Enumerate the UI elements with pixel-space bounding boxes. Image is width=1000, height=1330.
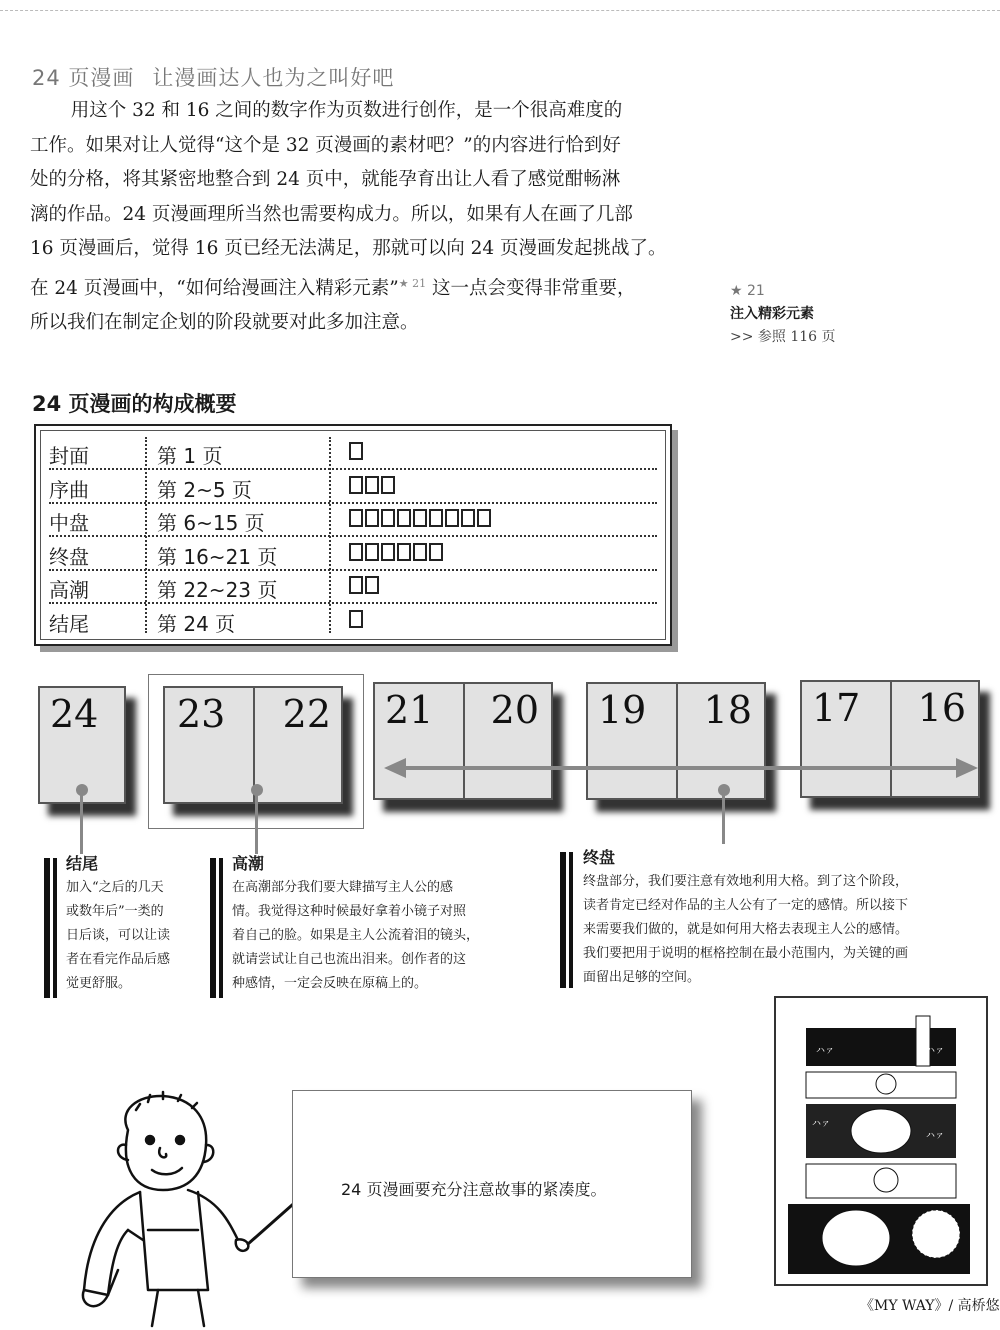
page-box xyxy=(477,509,491,527)
table-cell-pages: 第 1 页 xyxy=(157,444,223,468)
svg-text:ハァ: ハァ xyxy=(926,1131,945,1141)
table-row xyxy=(49,605,657,638)
page-19-18 xyxy=(586,682,766,800)
page-box xyxy=(413,543,427,561)
table-cell-pages: 第 24 页 xyxy=(157,611,236,636)
page-count-boxes xyxy=(349,576,381,598)
sidenote xyxy=(730,280,836,349)
table-row xyxy=(49,538,657,571)
credit-line: 《MY WAY》/ 高桥悠 xyxy=(860,1298,1000,1314)
section-title-main: 24 页漫画 xyxy=(32,66,135,90)
climax-caption-bar xyxy=(210,858,219,998)
body-text xyxy=(30,94,690,341)
table-cell-part: 封面 xyxy=(49,444,89,468)
spread-gutter xyxy=(676,684,678,798)
section-title-sub: 让漫画达人也为之叫好吧 xyxy=(152,66,395,90)
page-box xyxy=(461,509,475,527)
mascot-illustration xyxy=(48,1090,308,1330)
final-caption-line-2: 读者肯定已经对作品的主人公有了一定的感情。所以接下 xyxy=(583,898,909,913)
page-box xyxy=(349,476,363,494)
page-box xyxy=(365,509,379,527)
ending-caption-bar xyxy=(44,858,53,998)
page-box xyxy=(429,543,443,561)
page-box xyxy=(365,476,379,494)
climax-caption-title: 高潮 xyxy=(232,854,265,873)
page-count-boxes xyxy=(349,509,493,531)
body-line-2: 工作。如果对让人觉得“这个是 32 页漫画的素材吧？”的内容进行恰到好 xyxy=(30,134,621,156)
sidenote-number: ★ 21 xyxy=(730,283,765,299)
table-cell-pages: 第 16~21 页 xyxy=(157,544,278,569)
page-number-18: 18 xyxy=(703,688,752,732)
body-line-6 xyxy=(30,267,690,307)
page-box xyxy=(365,543,379,561)
ending-caption-line-5: 觉更舒服。 xyxy=(66,976,132,991)
final-caption xyxy=(583,846,983,990)
page-box xyxy=(381,509,395,527)
page-count-boxes xyxy=(349,442,365,464)
page-box xyxy=(397,509,411,527)
page-box xyxy=(349,543,363,561)
page-number-21: 21 xyxy=(385,688,434,732)
spread-gutter xyxy=(890,682,892,796)
ending-caption-line-1: 加入“之后的几天 xyxy=(66,880,164,895)
ending-caption xyxy=(66,852,206,996)
ending-caption-line-3: 日后谈，可以让读 xyxy=(66,928,171,943)
footnote-mark[interactable]: ★ 21 xyxy=(398,276,427,290)
climax-caption-line-3: 着自己的脸。如果是主人公流着泪的镜头， xyxy=(232,928,480,943)
table-row xyxy=(49,571,657,604)
page-box xyxy=(445,509,459,527)
final-caption-line-3: 来需要我们做的，就是如何用大格去表现主人公的感情。 xyxy=(583,922,909,937)
body-line-7: 所以我们在制定企划的阶段就要对此多加注意。 xyxy=(30,312,419,334)
climax-caption-line-5: 种感情，一定会反映在原稿上的。 xyxy=(232,976,428,991)
table-cell-pages: 第 22~23 页 xyxy=(157,578,278,602)
page-number-17: 17 xyxy=(812,686,861,730)
ending-caption-line-2: 或数年后”一类的 xyxy=(66,904,164,919)
sidenote-title: 注入精彩元素 xyxy=(730,306,814,322)
body-line-3: 处的分格，将其紧密地整合到 24 页中，就能孕育出让人看了感觉酣畅淋 xyxy=(30,169,621,190)
climax-caption xyxy=(232,852,522,996)
body-line-6-a: 在 24 页漫画中，“如何给漫画注入精彩元素” xyxy=(30,277,399,299)
page-box xyxy=(349,442,363,460)
page-number-24: 24 xyxy=(50,692,99,736)
page-box xyxy=(349,610,363,628)
final-pointer-line xyxy=(722,794,725,844)
table-cell-pages: 第 2~5 页 xyxy=(157,477,252,502)
svg-text:ハァ: ハァ xyxy=(812,1119,831,1129)
climax-caption-line-4: 就请尝试让自己也流出泪来。创作者的这 xyxy=(232,952,467,967)
table-cell-part: 序曲 xyxy=(49,477,89,502)
body-line-5: 16 页漫画后，觉得 16 页已经无法满足，那就可以向 24 页漫画发起挑战了。 xyxy=(30,238,667,259)
table-row xyxy=(49,471,657,504)
final-caption-title: 终盘 xyxy=(583,848,616,867)
page-box xyxy=(349,509,363,527)
table-cell-part: 中盘 xyxy=(49,511,89,535)
svg-text:ハァ: ハァ xyxy=(816,1046,835,1056)
table-title: 24 页漫画的构成概要 xyxy=(32,392,237,416)
body-line-1: 用这个 32 和 16 之间的数字作为页数进行创作，是一个很高难度的 xyxy=(70,100,623,121)
ending-pointer-line xyxy=(80,794,83,854)
page-number-22: 22 xyxy=(282,692,331,736)
page-number-16: 16 xyxy=(917,686,966,730)
page-box xyxy=(349,576,363,594)
spread-gutter xyxy=(463,684,465,798)
callout-text: 24 页漫画要充分注意故事的紧凑度。 xyxy=(341,1180,607,1199)
table-cell-part: 终盘 xyxy=(49,544,89,569)
svg-text:ハァ: ハァ xyxy=(926,1046,945,1056)
table-cell-pages: 第 6~15 页 xyxy=(157,511,265,535)
page-count-boxes xyxy=(349,543,445,565)
final-caption-bar xyxy=(560,852,569,988)
table-cell-part: 结尾 xyxy=(49,611,89,636)
page-count-boxes xyxy=(349,476,397,498)
table-row xyxy=(49,504,657,537)
manga-panels-illustration xyxy=(776,998,982,1280)
page-count-boxes xyxy=(349,610,365,632)
page-number-20: 20 xyxy=(490,688,539,732)
page-17-16 xyxy=(800,680,980,798)
sidenote-reference[interactable]: >> 参照 116 页 xyxy=(730,329,836,345)
ending-caption-line-4: 者在看完作品后感 xyxy=(66,952,171,967)
manga-sample-page xyxy=(774,996,988,1286)
page-box xyxy=(413,509,427,527)
page-number-19: 19 xyxy=(598,688,647,732)
final-range-arrow xyxy=(400,766,960,770)
table-row xyxy=(49,437,657,470)
section-title xyxy=(32,62,412,92)
page-box xyxy=(381,543,395,561)
page-box xyxy=(429,509,443,527)
climax-pointer-line xyxy=(255,794,258,854)
final-caption-line-1: 终盘部分，我们要注意有效地利用大格。到了这个阶段， xyxy=(583,874,909,889)
page-box xyxy=(381,476,395,494)
top-rule xyxy=(0,0,1000,11)
page-box xyxy=(365,576,379,594)
climax-caption-line-2: 情。我觉得这种时候最好拿着小镜子对照 xyxy=(232,904,467,919)
body-line-6-b: 这一点会变得非常重要， xyxy=(426,277,636,299)
climax-caption-line-1: 在高潮部分我们要大肆描写主人公的感 xyxy=(232,880,454,895)
callout-box xyxy=(292,1090,692,1278)
page-box xyxy=(397,543,411,561)
arrow-left-icon xyxy=(384,758,408,778)
page-21-20 xyxy=(373,682,553,800)
body-line-4: 漓的作品。24 页漫画理所当然也需要构成力。所以，如果有人在画了几部 xyxy=(30,203,633,225)
final-caption-line-4: 我们要把用于说明的框格控制在最小范围内，为关键的画 xyxy=(583,946,909,961)
final-caption-line-5: 面留出足够的空间。 xyxy=(583,970,701,985)
table-cell-part: 高潮 xyxy=(49,578,89,602)
ending-caption-title: 结尾 xyxy=(66,854,99,873)
structure-table xyxy=(34,424,672,646)
arrow-right-icon xyxy=(954,758,978,778)
structure-table-inner xyxy=(40,430,666,640)
page-number-23: 23 xyxy=(177,692,226,736)
